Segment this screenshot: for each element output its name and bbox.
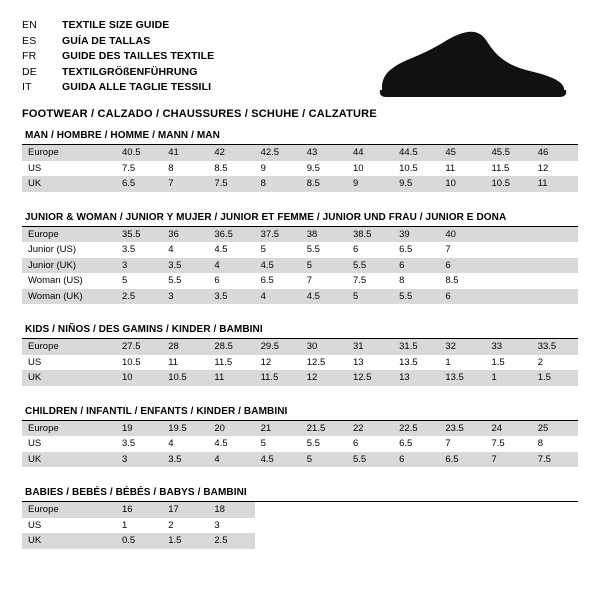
cell-empty <box>532 502 578 518</box>
cell: 3.5 <box>162 452 208 468</box>
cell: 28.5 <box>208 339 254 355</box>
cell: 8 <box>255 176 301 192</box>
cell: 46 <box>532 145 578 161</box>
language-code: ES <box>22 34 37 47</box>
cell: 2.5 <box>208 533 254 549</box>
cell: 4 <box>255 289 301 305</box>
cell: 3 <box>116 258 162 274</box>
cell <box>486 242 532 258</box>
cell-empty <box>393 533 439 549</box>
language-row <box>22 34 214 50</box>
cell: 43 <box>301 145 347 161</box>
cell: 35.5 <box>116 227 162 243</box>
cell: 6.5 <box>116 176 162 192</box>
cell: 3.5 <box>116 436 162 452</box>
cell: 21 <box>255 421 301 437</box>
table-row <box>22 289 578 305</box>
section-kids <box>22 324 578 386</box>
cell: 5.5 <box>301 436 347 452</box>
table-row <box>22 436 578 452</box>
cell-empty <box>486 533 532 549</box>
cell: 7.5 <box>486 436 532 452</box>
cell: 1.5 <box>486 355 532 371</box>
cell: 12 <box>532 161 578 177</box>
cell: 4 <box>162 436 208 452</box>
cell: 10.5 <box>486 176 532 192</box>
cell: 5.5 <box>393 289 439 305</box>
cell: 8.5 <box>208 161 254 177</box>
cell: 44 <box>347 145 393 161</box>
cell: 27.5 <box>116 339 162 355</box>
cell: 8.5 <box>439 273 485 289</box>
cell-empty <box>255 518 301 534</box>
cell <box>532 242 578 258</box>
cell: 20 <box>208 421 254 437</box>
cell: 7 <box>301 273 347 289</box>
cell: 3 <box>208 518 254 534</box>
table-row <box>22 339 578 355</box>
cell: 4 <box>208 258 254 274</box>
cell: 13 <box>347 355 393 371</box>
table-row <box>22 355 578 371</box>
cell-empty <box>393 518 439 534</box>
cell: 31.5 <box>393 339 439 355</box>
cell: 7 <box>439 242 485 258</box>
cell-empty <box>439 518 485 534</box>
table-row <box>22 242 578 258</box>
language-code: FR <box>22 50 37 62</box>
cell: 7.5 <box>347 273 393 289</box>
cell: 4 <box>208 452 254 468</box>
cell: 42 <box>208 145 254 161</box>
cell: 38 <box>301 227 347 243</box>
size-table-babies <box>22 502 578 549</box>
cell: 5 <box>255 436 301 452</box>
cell: 11 <box>162 355 208 371</box>
size-table-children <box>22 421 578 468</box>
table-row <box>22 533 578 549</box>
cell: 6 <box>393 258 439 274</box>
cell: 5 <box>301 258 347 274</box>
cell: 5 <box>347 289 393 305</box>
cell: 39 <box>393 227 439 243</box>
cell: 40.5 <box>116 145 162 161</box>
cell-empty <box>255 502 301 518</box>
language-code: EN <box>22 19 37 31</box>
cell: 7.5 <box>532 452 578 468</box>
section-title: CHILDREN / INFANTIL / ENFANTS / KINDER / BAMBINI <box>25 405 288 417</box>
cell <box>532 289 578 305</box>
cell-empty <box>301 533 347 549</box>
cell: 13.5 <box>439 370 485 386</box>
cell: 12.5 <box>347 370 393 386</box>
size-table-man <box>22 145 578 192</box>
cell: 12.5 <box>301 355 347 371</box>
language-title: GUÍA DE TALLAS <box>62 34 151 47</box>
cell: 9 <box>255 161 301 177</box>
cell: 6 <box>439 258 485 274</box>
cell: 30 <box>301 339 347 355</box>
dress-shoe-icon <box>372 24 572 104</box>
cell: 18 <box>208 502 254 518</box>
language-row <box>22 18 214 34</box>
cell: 1 <box>116 518 162 534</box>
cell: 29.5 <box>255 339 301 355</box>
cell-empty <box>301 502 347 518</box>
cell <box>486 258 532 274</box>
cell: 7 <box>486 452 532 468</box>
cell: 11.5 <box>208 355 254 371</box>
table-row <box>22 227 578 243</box>
cell: 6.5 <box>393 436 439 452</box>
cell-empty <box>439 502 485 518</box>
cell: 33.5 <box>532 339 578 355</box>
cell <box>532 227 578 243</box>
cell-empty <box>347 533 393 549</box>
cell: 10 <box>439 176 485 192</box>
cell: 11 <box>439 161 485 177</box>
section-babies <box>22 487 578 549</box>
cell: 6.5 <box>393 242 439 258</box>
cell: 10.5 <box>116 355 162 371</box>
cell: 3.5 <box>208 289 254 305</box>
cell: 5.5 <box>347 258 393 274</box>
cell: 45 <box>439 145 485 161</box>
cell: 41 <box>162 145 208 161</box>
cell: 23.5 <box>439 421 485 437</box>
size-table-junior-woman <box>22 227 578 305</box>
cell: 10 <box>116 370 162 386</box>
cell: 4.5 <box>301 289 347 305</box>
row-label: Woman (US) <box>22 273 116 289</box>
row-label: Europe <box>22 339 116 355</box>
table-row <box>22 273 578 289</box>
row-label: Europe <box>22 421 116 437</box>
row-label: Europe <box>22 145 116 161</box>
cell: 4.5 <box>255 452 301 468</box>
table-row <box>22 421 578 437</box>
cell-empty <box>301 518 347 534</box>
cell: 7.5 <box>208 176 254 192</box>
cell: 11.5 <box>255 370 301 386</box>
language-title: TEXTILGRÖßENFÜHRUNG <box>62 65 198 78</box>
table-row <box>22 502 578 518</box>
cell: 31 <box>347 339 393 355</box>
cell: 1 <box>439 355 485 371</box>
row-label: US <box>22 355 116 371</box>
cell: 8 <box>532 436 578 452</box>
cell: 3.5 <box>162 258 208 274</box>
cell: 4.5 <box>208 242 254 258</box>
cell: 13.5 <box>393 355 439 371</box>
row-label: UK <box>22 452 116 468</box>
cell: 2 <box>532 355 578 371</box>
table-row <box>22 370 578 386</box>
language-code: IT <box>22 81 32 93</box>
row-label: Junior (US) <box>22 242 116 258</box>
cell: 22.5 <box>393 421 439 437</box>
cell: 21.5 <box>301 421 347 437</box>
cell: 6 <box>347 436 393 452</box>
cell: 42.5 <box>255 145 301 161</box>
cell-empty <box>486 518 532 534</box>
language-title: GUIDE DES TAILLES TEXTILE <box>62 50 215 62</box>
cell: 3.5 <box>116 242 162 258</box>
cell: 1 <box>486 370 532 386</box>
row-label: UK <box>22 176 116 192</box>
cell <box>486 273 532 289</box>
cell: 10.5 <box>393 161 439 177</box>
language-title: TEXTILE SIZE GUIDE <box>62 19 170 31</box>
table-row <box>22 145 578 161</box>
cell: 28 <box>162 339 208 355</box>
cell <box>532 258 578 274</box>
cell: 4 <box>162 242 208 258</box>
table-row <box>22 452 578 468</box>
cell: 9.5 <box>393 176 439 192</box>
cell-empty <box>393 502 439 518</box>
cell: 24 <box>486 421 532 437</box>
cell: 45.5 <box>486 145 532 161</box>
row-label: US <box>22 161 116 177</box>
cell-empty <box>347 502 393 518</box>
cell: 11 <box>208 370 254 386</box>
cell-empty <box>532 533 578 549</box>
cell: 37.5 <box>255 227 301 243</box>
cell: 9.5 <box>301 161 347 177</box>
table-row <box>22 258 578 274</box>
cell: 6 <box>208 273 254 289</box>
language-title: GUIDA ALLE TAGLIE TESSILI <box>62 81 212 93</box>
language-title-list <box>22 18 214 96</box>
cell: 3 <box>116 452 162 468</box>
table-row <box>22 518 578 534</box>
cell: 7 <box>162 176 208 192</box>
section-title: KIDS / NIÑOS / DES GAMINS / KINDER / BAMBINI <box>25 324 263 335</box>
size-table-kids <box>22 339 578 386</box>
language-code: DE <box>22 65 37 78</box>
language-row <box>22 80 214 96</box>
cell: 38.5 <box>347 227 393 243</box>
cell-empty <box>439 533 485 549</box>
cell: 4.5 <box>208 436 254 452</box>
cell: 12 <box>255 355 301 371</box>
cell: 3 <box>162 289 208 305</box>
cell: 11 <box>532 176 578 192</box>
cell: 19.5 <box>162 421 208 437</box>
cell <box>532 273 578 289</box>
cell: 13 <box>393 370 439 386</box>
cell: 8.5 <box>301 176 347 192</box>
cell: 22 <box>347 421 393 437</box>
row-label: UK <box>22 370 116 386</box>
category-heading: FOOTWEAR / CALZADO / CHAUSSURES / SCHUHE / CALZATURE <box>22 107 377 120</box>
cell: 5 <box>255 242 301 258</box>
cell: 17 <box>162 502 208 518</box>
row-label: US <box>22 436 116 452</box>
section-title: JUNIOR & WOMAN / JUNIOR Y MUJER / JUNIOR ET FEMME / JUNIOR UND FRAU / JUNIOR E DONA <box>25 211 507 223</box>
cell: 6.5 <box>439 452 485 468</box>
cell: 6 <box>393 452 439 468</box>
cell-empty <box>347 518 393 534</box>
cell <box>486 289 532 305</box>
section-junior-woman <box>22 212 578 305</box>
page-header <box>22 18 578 120</box>
section-man <box>22 130 578 192</box>
cell: 11.5 <box>486 161 532 177</box>
cell: 5 <box>116 273 162 289</box>
cell: 1.5 <box>162 533 208 549</box>
cell: 8 <box>393 273 439 289</box>
cell-empty <box>532 518 578 534</box>
row-label: UK <box>22 533 116 549</box>
cell: 10 <box>347 161 393 177</box>
cell: 36 <box>162 227 208 243</box>
cell: 5.5 <box>347 452 393 468</box>
language-row <box>22 49 214 65</box>
cell: 16 <box>116 502 162 518</box>
row-label: Woman (UK) <box>22 289 116 305</box>
section-title: MAN / HOMBRE / HOMME / MANN / MAN <box>25 130 220 141</box>
cell <box>486 227 532 243</box>
cell: 10.5 <box>162 370 208 386</box>
cell: 6 <box>439 289 485 305</box>
cell: 36.5 <box>208 227 254 243</box>
cell: 5.5 <box>301 242 347 258</box>
cell: 5 <box>301 452 347 468</box>
cell: 33 <box>486 339 532 355</box>
cell: 1.5 <box>532 370 578 386</box>
cell: 8 <box>162 161 208 177</box>
cell: 19 <box>116 421 162 437</box>
cell: 40 <box>439 227 485 243</box>
cell: 7.5 <box>116 161 162 177</box>
cell: 0.5 <box>116 533 162 549</box>
row-label: Europe <box>22 227 116 243</box>
row-label: Junior (UK) <box>22 258 116 274</box>
cell: 2 <box>162 518 208 534</box>
row-label: Europe <box>22 502 116 518</box>
cell: 7 <box>439 436 485 452</box>
language-row <box>22 65 214 81</box>
section-title: BABIES / BEBÉS / BÉBÉS / BABYS / BAMBINI <box>25 487 247 498</box>
cell: 44.5 <box>393 145 439 161</box>
cell: 9 <box>347 176 393 192</box>
cell: 32 <box>439 339 485 355</box>
table-row <box>22 176 578 192</box>
cell: 6.5 <box>255 273 301 289</box>
row-label: US <box>22 518 116 534</box>
cell: 5.5 <box>162 273 208 289</box>
cell-empty <box>486 502 532 518</box>
cell: 4.5 <box>255 258 301 274</box>
cell: 2.5 <box>116 289 162 305</box>
cell-empty <box>255 533 301 549</box>
cell: 25 <box>532 421 578 437</box>
cell: 6 <box>347 242 393 258</box>
section-children <box>22 406 578 468</box>
cell: 12 <box>301 370 347 386</box>
table-row <box>22 161 578 177</box>
